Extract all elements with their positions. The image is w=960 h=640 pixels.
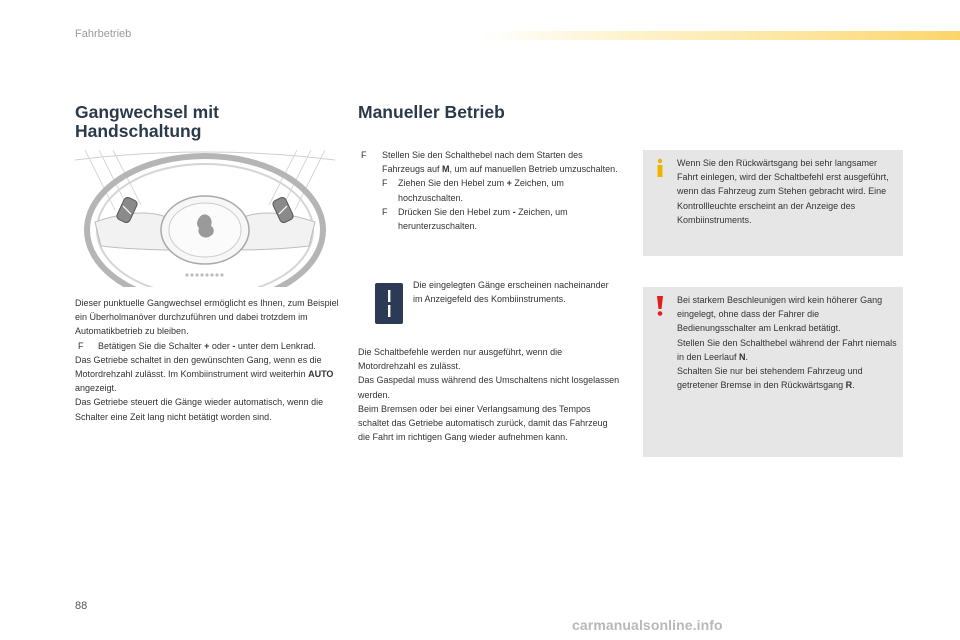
bullet-icon: F [78,340,84,351]
steering-wheel-icon [75,150,335,287]
list-item: F Betätigen Sie die Schalter + oder - unter dem Lenkrad. [75,339,340,353]
list-item: F Ziehen Sie den Hebel zum + Zeichen, um hochzuschalten. [382,178,564,203]
title-manueller-betrieb: Manueller Betrieb [358,102,505,122]
header-bar [480,31,960,40]
info-box [643,150,903,256]
middle-body-text: Die Schaltbefehle werden nur ausgeführt, wenn die Motordrehzahl es zulässt. Das Gaspedal muss während des Umschaltens nicht losgelassen werden. Beim Bremsen oder bei einer Verlangsamung des Tempos schaltet das Getriebe automatisch zurück, damit das Fahrzeug die Fahrt im richtigen Gang wieder aufnehmen kann. [358,347,620,443]
gear-display-icon [375,283,403,324]
page-number: 88 [75,600,88,612]
bullet-icon: F [382,178,388,189]
steering-wheel-illustration [75,150,335,287]
list-item: F Drücken Sie den Hebel zum - Zeichen, um herunterzuschalten. [382,206,568,232]
info-text: Wenn Sie den Rückwärtsgang bei sehr langsamer Fahrt einlegen, wird der Schaltbefehl erst ausgeführt, wenn das Fahrzeug zum Stehen gebracht wird. Eine Kontrollleuchte erscheint an der Anzeige des Kombiinstruments. [677,158,889,225]
warning-icon [654,295,666,315]
gear-note: Die eingelegten Gänge erscheinen nacheinander im Anzeigefeld des Kombiinstruments. [413,280,609,305]
title-gangwechsel: Gangwechsel mit Handschaltung [75,102,219,141]
header-section: Fahrbetrieb [75,28,132,40]
watermark: carmanualsonline.info [572,617,723,633]
info-icon [654,158,666,178]
bullet-icon: F [382,206,388,217]
manual-steps [358,148,618,233]
list-item: F Stellen Sie den Schalthebel nach dem Starten des Fahrzeugs auf M, um auf manuellen Betrieb umzuschalten. [361,150,618,175]
warning-box [643,287,903,457]
left-body-text: Dieser punktuelle Gangwechsel ermöglicht es Ihnen, zum Beispiel ein Überholmanöver durchzuführen und dabei trotzdem im Automatikbetrieb zu bleiben. F Betätigen Sie die Schalter + oder - unter dem Lenkrad. Das Getriebe schaltet in den gewünschten Gang, wenn es die Motordrehzahl zulässt. Im Kombiinstrument wird weiterhin AUTO angezeigt. Das Getriebe steuert die Gänge wieder automatisch, wenn die Schalter eine Zeit lang nicht betätigt worden sind. [75,298,339,422]
warning-text: Bei starkem Beschleunigen wird kein höherer Gang eingelegt, ohne dass der Fahrer die Bedienungsschalter am Lenkrad betätigt. Stellen Sie den Schalthebel während der Fahrt niemals in den Leerlauf N. Schalten Sie nur bei stehendem Fahrzeug und getretener Bremse in den Rückwärtsgang R. [677,295,897,391]
bullet-icon: F [361,150,367,160]
